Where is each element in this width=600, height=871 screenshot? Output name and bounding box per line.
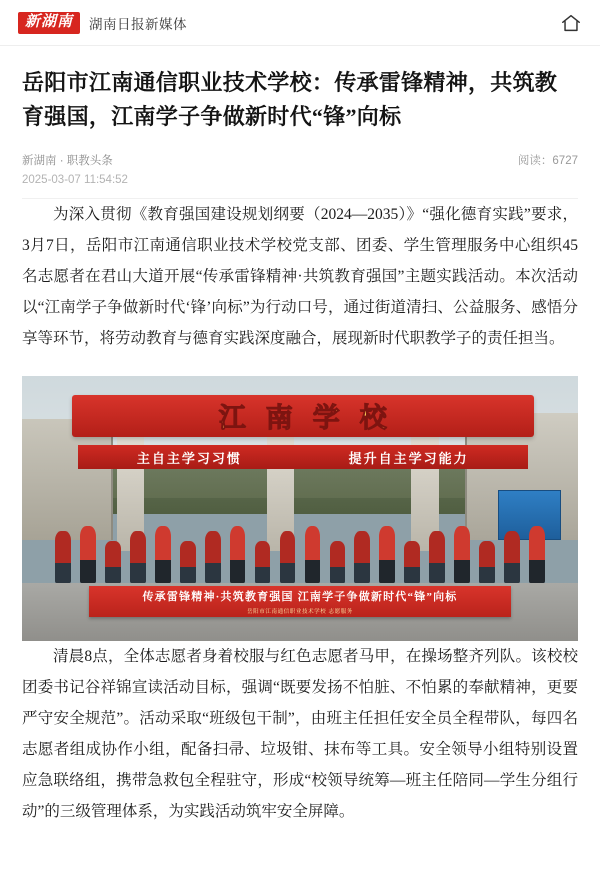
photo-person (429, 531, 445, 583)
photo-person (330, 541, 346, 583)
photo-person (205, 531, 221, 583)
article-photo-wrapper (22, 376, 578, 641)
photo-person (230, 526, 246, 583)
photo-front-banner-line2: 岳阳市江南通信职业技术学校 志愿服务 (247, 608, 353, 615)
photo-person (80, 526, 96, 583)
article-timestamp: 2025-03-07 11:54:52 (22, 174, 128, 187)
photo-slogan-right: 提升自主学习能力 (348, 450, 469, 466)
site-brand-text: 湖南日报新媒体 (89, 16, 188, 32)
site-logo[interactable]: 新湖南 (18, 12, 80, 34)
photo-person (155, 526, 171, 583)
photo-person (454, 526, 470, 583)
photo-person (404, 541, 420, 583)
volunteer-group-photo (22, 376, 578, 641)
photo-person (105, 541, 121, 583)
photo-person (280, 531, 296, 583)
photo-slogan-band (78, 445, 528, 469)
photo-school-sign (72, 395, 534, 437)
photo-person (504, 531, 520, 583)
article-paragraph: 为深入贯彻《教育强国建设规划纲要（2024—2035）》“强化德育实践”要求，3月7日，岳阳市江南通信职业技术学校党支部、团委、学生管理服务中心组织45名志愿者在君山大道开展“传承雷锋精神·共筑教育强国”主题实践活动。本次活动以“江南学子争做新时代‘锋’向标”为行动口号，通过街道清扫、公益服务、感悟分享等环节，将劳动教育与德育实践深度融合，展现新时代职教学子的责任担当。 (22, 206, 578, 348)
photo-front-banner-line1: 传承雷锋精神·共筑教育强国 江南学子争做新时代“锋”向标 (142, 590, 458, 603)
site-header (0, 0, 600, 46)
page-title: 岳阳市江南通信职业技术学校：传承雷锋精神，共筑教育强国，江南学子争做新时代“锋”向标 (22, 70, 558, 130)
photo-crowd (55, 519, 544, 583)
photo-person (379, 526, 395, 583)
photo-front-banner (89, 586, 512, 618)
read-count: 阅读：6727 (517, 155, 578, 168)
photo-person (479, 541, 495, 583)
photo-person (180, 541, 196, 583)
home-icon[interactable] (560, 12, 582, 34)
photo-person (305, 526, 321, 583)
photo-school-sign-text: 江南学校 (218, 403, 407, 434)
article-meta (22, 152, 578, 168)
photo-person (529, 526, 545, 583)
photo-person (255, 541, 271, 583)
photo-slogan-left: 主自主学习习惯 (136, 450, 242, 466)
article-paragraph: 清晨8点，全体志愿者身着校服与红色志愿者马甲，在操场整齐列队。该校校团委书记谷祥锦宣读活动目标，强调“既要发扬不怕脏、不怕累的奉献精神，更要严守安全规范”。活动采取“班级包干制”，由班主任担任安全员全程带队，每四名志愿者组成协作小组，配备扫帚、垃圾钳、抹布等工具。安全领导小组特别设置应急联络组，携带急救包全程驻守，形成“校领导统筹—班主任陪同—学生分组行动”的三级管理体系，为实践活动筑牢安全屏障。 (22, 648, 578, 821)
photo-person (55, 531, 71, 583)
photo-person (354, 531, 370, 583)
photo-person (130, 531, 146, 583)
article-source: 新湖南 · 职教头条 (22, 155, 113, 168)
article-body (0, 66, 600, 827)
